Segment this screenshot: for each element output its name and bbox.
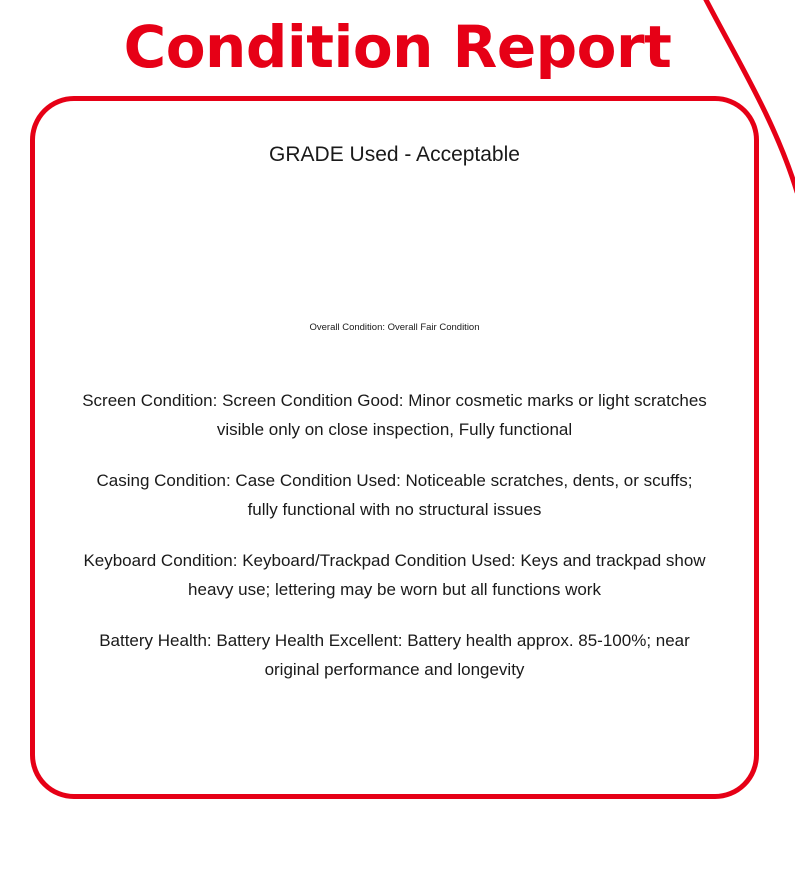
- condition-sections: [64, 386, 725, 684]
- screen-condition-line: Screen Condition: Screen Condition Good: Minor cosmetic marks or light scratches visible only on close inspection, Fully functional: [82, 391, 707, 439]
- report-content: [30, 96, 759, 799]
- casing-condition-line: Casing Condition: Case Condition Used: Noticeable scratches, dents, or scuffs; fully functional with no structural issues: [96, 471, 693, 519]
- overall-condition-line: Overall Condition: Overall Fair Condition: [309, 322, 480, 333]
- grade-line: GRADE Used - Acceptable: [269, 143, 520, 166]
- battery-health-line: Battery Health: Battery Health Excellent: Battery health approx. 85-100%; near original performance and longevity: [99, 631, 690, 679]
- keyboard-condition-line: Keyboard Condition: Keyboard/Trackpad Condition Used: Keys and trackpad show heavy use; lettering may be worn but all functions work: [83, 551, 706, 599]
- page-title: Condition Report: [123, 13, 672, 81]
